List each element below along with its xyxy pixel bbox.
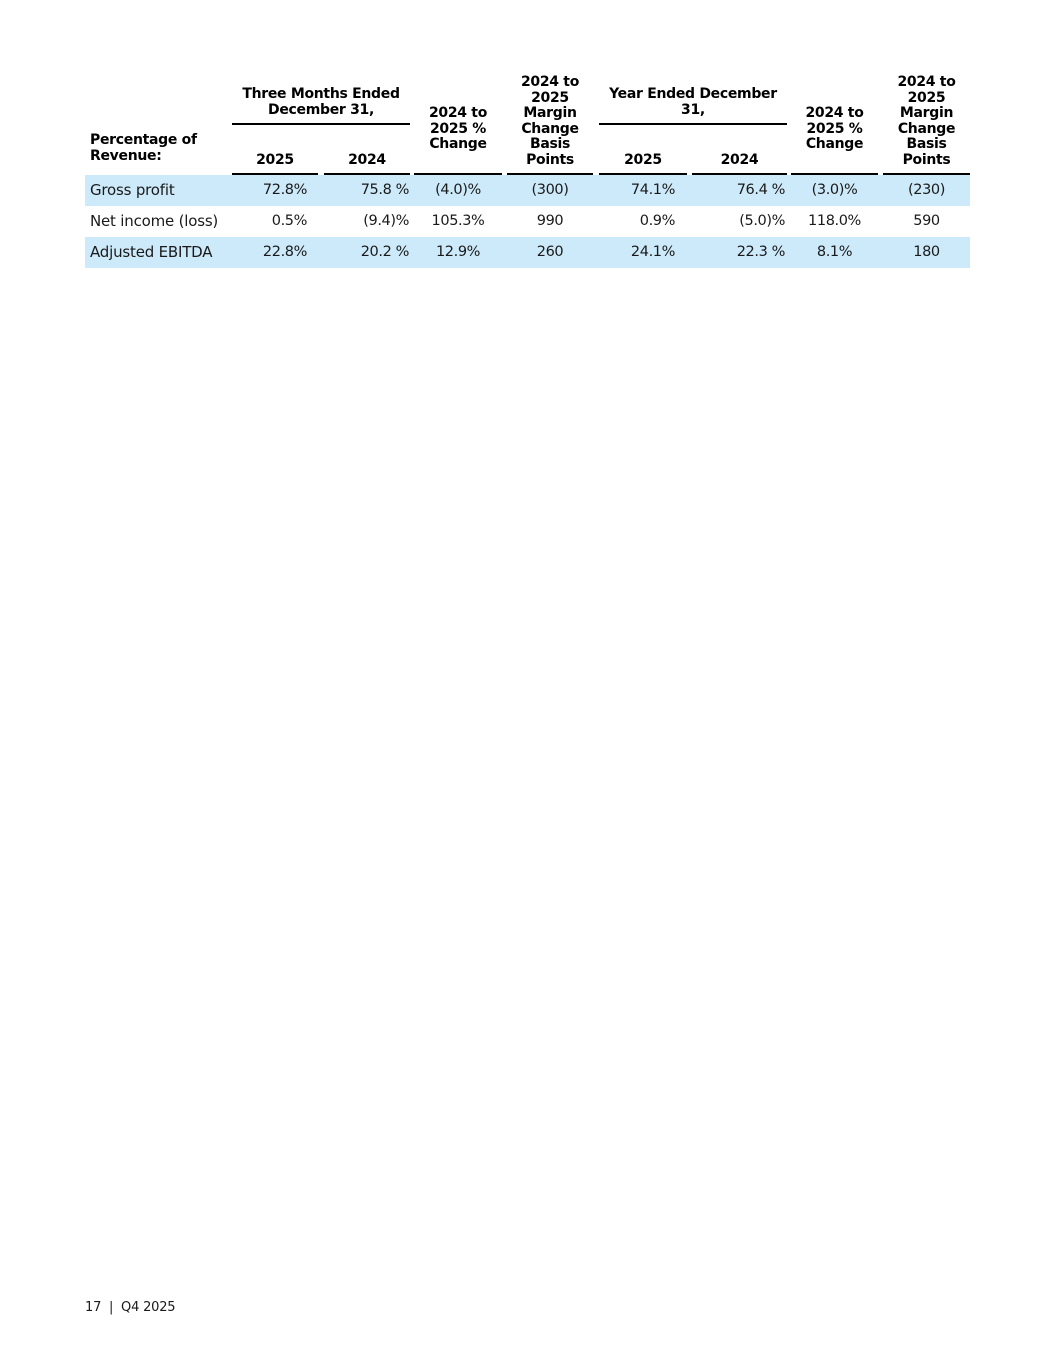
cell-y2025: 74.1% <box>630 182 675 198</box>
header-2025-quarter: 2025 <box>256 152 294 168</box>
page-footer <box>85 1300 175 1315</box>
header-2025-year: 2025 <box>624 152 662 168</box>
header-three-months: Three Months Ended December 31, <box>242 86 400 118</box>
cell-q-bp: 260 <box>536 244 564 260</box>
cell-y-change: 8.1% <box>816 244 853 260</box>
header-percentage-of-revenue: Percentage of Revenue: <box>90 132 197 164</box>
row-label: Net income (loss) <box>90 212 219 230</box>
row-label: Gross profit <box>90 181 175 199</box>
footer-page-label: 17 | Q4 2025 <box>85 1300 176 1315</box>
cell-y2025: 24.1% <box>630 244 675 260</box>
header-pct-change-quarter: 2024 to 2025 % Change <box>428 105 488 152</box>
cell-y2025: 0.9% <box>639 213 675 229</box>
cell-y-change: 118.0% <box>808 213 861 229</box>
table-row-adjusted-ebitda <box>85 237 970 268</box>
rule-three-months <box>232 123 410 125</box>
cell-q2025: 72.8% <box>262 182 307 198</box>
cell-y-bp: (230) <box>908 182 945 198</box>
cell-q-bp: (300) <box>531 182 569 198</box>
cell-q-change: 105.3% <box>431 213 485 229</box>
cell-y2024: 22.3 % <box>736 244 785 260</box>
cell-y-bp: 590 <box>913 213 940 229</box>
cell-y2024: 76.4 % <box>736 182 785 198</box>
header-margin-bp-quarter: 2024 to 2025 Margin Change Basis Points <box>520 74 580 168</box>
cell-y-change: (3.0)% <box>811 182 858 198</box>
row-label: Adjusted EBITDA <box>90 243 213 261</box>
cell-y-bp: 180 <box>913 244 940 260</box>
cell-q-change: 12.9% <box>435 244 481 260</box>
header-2024-year: 2024 <box>720 152 759 168</box>
header-row-label <box>90 133 225 164</box>
header-margin-bp-year: 2024 to 2025 Margin Change Basis Points <box>897 74 956 168</box>
cell-q2025: 22.8% <box>262 244 307 260</box>
cell-q2024: 75.8 % <box>360 182 409 198</box>
cell-q2024: 20.2 % <box>360 244 409 260</box>
rule-year <box>599 123 787 125</box>
cell-q-change: (4.0)% <box>435 182 481 198</box>
table-row-net-income <box>85 206 970 237</box>
cell-y2024: (5.0)% <box>739 213 785 229</box>
header-2024-quarter: 2024 <box>348 152 386 168</box>
cell-q2025: 0.5% <box>271 213 307 229</box>
cell-q-bp: 990 <box>536 213 564 229</box>
header-year: Year Ended December 31, <box>609 86 777 118</box>
cell-q2024: (9.4)% <box>363 213 409 229</box>
header-pct-change-year: 2024 to 2025 % Change <box>805 105 864 152</box>
table-row-gross-profit <box>85 175 970 206</box>
